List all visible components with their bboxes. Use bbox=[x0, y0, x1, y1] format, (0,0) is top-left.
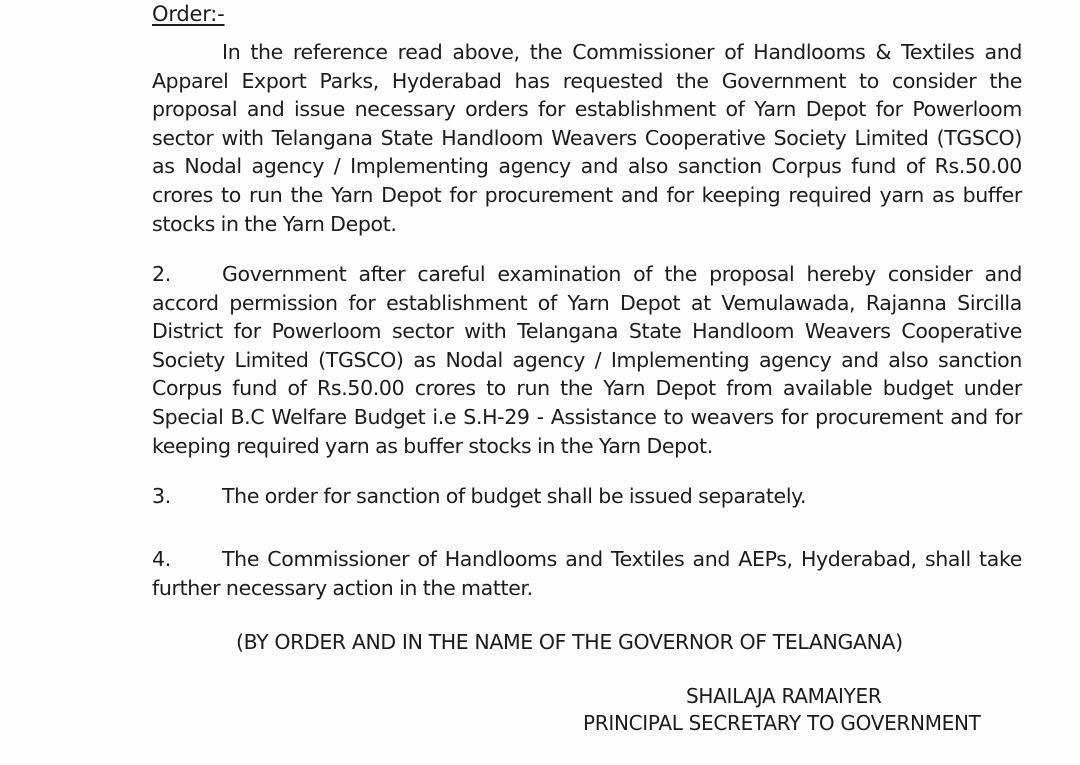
order-heading: Order:- bbox=[152, 2, 225, 26]
paragraph-2-text: Government after careful examination of the proposal hereby consider and accord permission for establishment of Yarn Depot at Vemulawada, Rajanna Sircilla District for Powerloom sector with Telangana State Handloom Weavers Cooperative Society Limited (TGSCO) as Nodal agency / Implementing agency and also sanction Corpus fund of Rs.50.00 crores to run the Yarn Depot from available budget under Special B.C Welfare Budget i.e S.H-29 - Assistance to weavers for procurement and for keeping required yarn as buffer stocks in the Yarn Depot. bbox=[152, 262, 1022, 458]
paragraph-2-number: 2. bbox=[152, 262, 171, 286]
paragraph-1 bbox=[152, 38, 1022, 238]
paragraph-4-text: The Commissioner of Handlooms and Textiles and AEPs, Hyderabad, shall take further necessary action in the matter. bbox=[152, 547, 1022, 600]
paragraph-3-text: The order for sanction of budget shall be issued separately. bbox=[222, 484, 807, 508]
paragraph-3-number: 3. bbox=[152, 484, 171, 508]
paragraph-3 bbox=[152, 482, 1022, 511]
paragraph-1-text: In the reference read above, the Commissioner of Handlooms & Textiles and Apparel Export Parks, Hyderabad has requested the Government to consider the proposal and issue necessary orders for establishment of Yarn Depot for Powerloom sector with Telangana State Handloom Weavers Cooperative Society Limited (TGSCO) as Nodal agency / Implementing agency and also sanction Corpus fund of Rs.50.00 crores to run the Yarn Depot for procurement and for keeping required yarn as buffer stocks in the Yarn Depot. bbox=[152, 40, 1022, 236]
paragraph-2 bbox=[152, 260, 1022, 460]
signatory-title: PRINCIPAL SECRETARY TO GOVERNMENT bbox=[583, 711, 981, 735]
governor-line: (BY ORDER AND IN THE NAME OF THE GOVERNOR OF TELANGANA) bbox=[236, 630, 903, 654]
paragraph-4-number: 4. bbox=[152, 547, 171, 571]
paragraph-4 bbox=[152, 545, 1022, 602]
signatory-name: SHAILAJA RAMAIYER bbox=[686, 684, 882, 708]
